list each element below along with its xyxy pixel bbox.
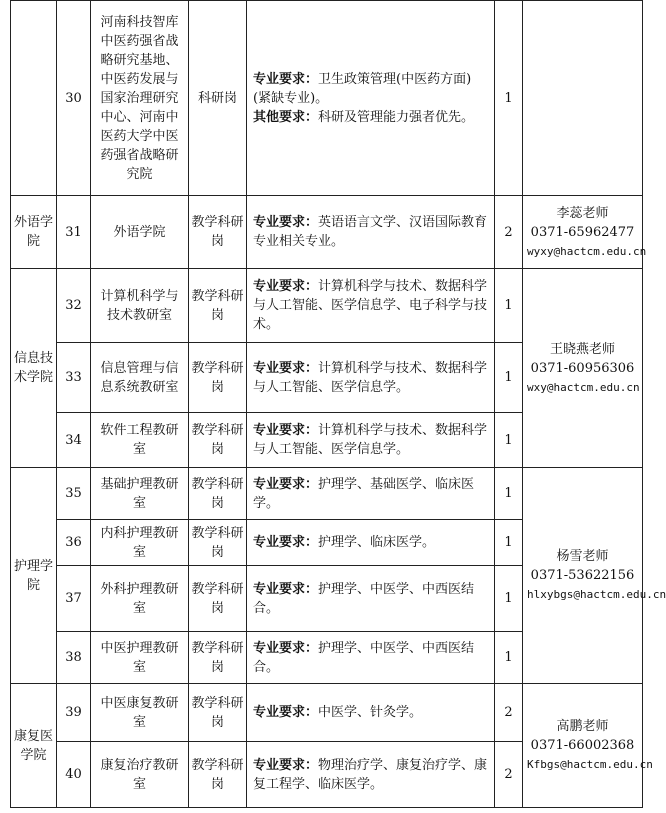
unit-name: 康复治疗教研室 [91,742,189,808]
post-type: 教学科研岗 [189,196,247,269]
post-type: 教学科研岗 [189,684,247,742]
headcount: 2 [495,742,523,808]
requirements [247,520,495,566]
row-number: 39 [57,684,91,742]
contact-email: wxy@hactcm.edu.cn [527,380,640,394]
post-type: 教学科研岗 [189,343,247,413]
unit-name: 河南科技智库中医药强省战略研究基地、中医药发展与国家治理研究中心、河南中医药大学中医药强省战略研究院 [91,1,189,196]
requirement-text: 计算机科学与技术、数据科学与人工智能、医学信息学、电子科学与技术。 [253,279,488,332]
post-type: 教学科研岗 [189,742,247,808]
unit-name: 信息管理与信息系统教研室 [91,343,189,413]
unit-name: 基础护理教研室 [91,468,189,520]
post-type: 教学科研岗 [189,413,247,468]
row-number: 30 [57,1,91,196]
contact-phone: 0371-60956306 [530,360,635,376]
headcount: 1 [495,1,523,196]
row-number: 36 [57,520,91,566]
contact-name: 高鹏老师 [556,719,609,734]
table-row [11,1,643,196]
contact-cell [523,684,653,808]
requirements [247,684,495,742]
college-name: 外语学院 [11,196,57,269]
contact-cell [523,269,643,468]
requirement-text: 计算机科学与技术、数据科学与人工智能、医学信息学。 [253,360,488,395]
requirement-label: 专业要求： [253,360,319,376]
requirements [247,343,495,413]
requirements [247,566,495,632]
requirements [247,1,495,196]
contact-cell [523,196,647,269]
contact-phone: 0371-66002368 [530,738,635,753]
requirement-text: 护理学、中医学、中西医结合。 [253,581,475,616]
contact-phone: 0371-53622156 [530,568,635,583]
requirement-label: 专业要求： [253,215,319,230]
requirement-label: 专业要求： [253,535,319,550]
headcount: 1 [495,269,523,343]
contact-email: hlxybgs@hactcm.edu.cn [527,588,666,601]
contact-name: 王晓燕老师 [549,341,615,357]
post-type: 科研岗 [189,1,247,196]
requirement-label: 专业要求： [253,705,319,720]
row-number: 37 [57,566,91,632]
unit-name: 外科护理教研室 [91,566,189,632]
requirement-text: 中医学、针灸学。 [318,705,423,720]
requirement-text: 护理学、基础医学、临床医学。 [253,476,475,511]
requirements [247,742,495,808]
contact-email: Kfbgs@hactcm.edu.cn [527,758,653,771]
post-type: 教学科研岗 [189,566,247,632]
unit-name: 中医康复教研室 [91,684,189,742]
contact-phone: 0371-65962477 [530,224,635,240]
headcount: 2 [495,684,523,742]
headcount: 1 [495,413,523,468]
table-row [11,684,643,742]
row-number: 40 [57,742,91,808]
headcount: 1 [495,566,523,632]
headcount: 2 [495,196,523,269]
post-type: 教学科研岗 [189,269,247,343]
college-name: 康复医学院 [11,684,57,808]
contact-name: 杨雪老师 [556,549,609,564]
unit-name: 中医护理教研室 [91,632,189,684]
recruitment-table [10,0,666,808]
requirement-text: 计算机科学与技术、数据科学与人工智能、医学信息学。 [253,423,488,457]
requirement-text: 护理学、中医学、中西医结合。 [253,640,475,675]
post-type: 教学科研岗 [189,468,247,520]
headcount: 1 [495,343,523,413]
requirement-text: 护理学、临床医学。 [318,535,436,550]
contact-cell [523,468,666,684]
requirement-label: 专业要求： [253,279,319,294]
table-row [11,196,643,269]
unit-name: 外语学院 [91,196,189,269]
row-number: 34 [57,413,91,468]
headcount: 1 [495,632,523,684]
table-row [11,269,643,343]
contact-cell [523,1,643,196]
requirement-label: 专业要求： [253,581,319,597]
requirement-text: 英语语言文学、汉语国际教育专业相关专业。 [253,215,488,249]
unit-name: 计算机科学与技术教研室 [91,269,189,343]
row-number: 33 [57,343,91,413]
college-name: 护理学院 [11,468,57,684]
row-number: 35 [57,468,91,520]
contact-email: wyxy@hactcm.edu.cn [527,244,647,258]
requirement-text: 卫生政策管理(中医药方面)(紧缺专业)。 [253,71,472,106]
contact-name: 李蕊老师 [556,205,609,221]
requirement-label: 专业要求： [253,476,319,492]
requirements [247,413,495,468]
post-type: 教学科研岗 [189,520,247,566]
headcount: 1 [495,520,523,566]
table-row [11,468,643,520]
requirements [247,632,495,684]
other-requirement-label: 其他要求： [253,109,319,125]
college-cell [11,1,57,196]
college-name: 信息技术学院 [11,269,57,468]
unit-name: 软件工程教研室 [91,413,189,468]
requirements [247,269,495,343]
other-requirement-text: 科研及管理能力强者优先。 [318,109,475,125]
headcount: 1 [495,468,523,520]
row-number: 31 [57,196,91,269]
post-type: 教学科研岗 [189,632,247,684]
requirement-label: 专业要求： [253,71,319,87]
requirement-label: 专业要求： [253,423,319,438]
requirement-label: 专业要求： [253,757,319,773]
requirements [247,468,495,520]
requirements [247,196,495,269]
unit-name: 内科护理教研室 [91,520,189,566]
requirement-label: 专业要求： [253,640,319,656]
requirement-text: 物理治疗学、康复治疗学、康复工程学、临床医学。 [253,757,488,792]
row-number: 38 [57,632,91,684]
row-number: 32 [57,269,91,343]
